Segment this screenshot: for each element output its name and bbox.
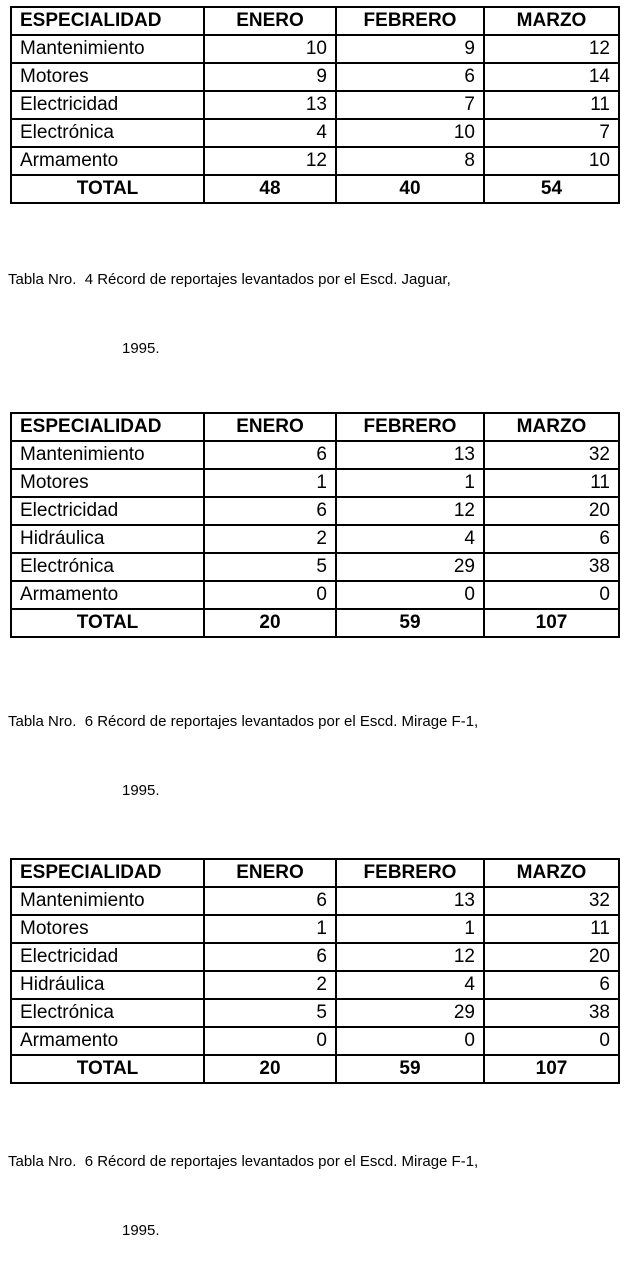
column-header-especialidad: ESPECIALIDAD xyxy=(11,413,204,441)
total-cell: 20 xyxy=(204,1055,336,1083)
value-cell: 9 xyxy=(336,35,484,63)
value-cell: 6 xyxy=(484,525,619,553)
value-cell: 1 xyxy=(336,915,484,943)
column-header-febrero: FEBRERO xyxy=(336,859,484,887)
value-cell: 20 xyxy=(484,943,619,971)
row-label: Mantenimiento xyxy=(11,441,204,469)
table-row xyxy=(11,1027,619,1055)
value-cell: 0 xyxy=(336,581,484,609)
row-label: Electrónica xyxy=(11,999,204,1027)
value-cell: 6 xyxy=(484,971,619,999)
value-cell: 2 xyxy=(204,525,336,553)
value-cell: 4 xyxy=(204,119,336,147)
value-cell: 13 xyxy=(336,887,484,915)
caption-line-1: Tabla Nro. 6 Récord de reportajes levantados por el Escd. Mirage F-1, xyxy=(8,713,479,730)
total-label: TOTAL xyxy=(11,609,204,637)
value-cell: 1 xyxy=(204,915,336,943)
tabla-mirage-2 xyxy=(10,858,620,1084)
value-cell: 6 xyxy=(336,63,484,91)
row-label: Motores xyxy=(11,915,204,943)
table-row xyxy=(11,887,619,915)
caption-line-2: 1995. xyxy=(122,340,160,357)
table-caption-mirage-2 xyxy=(8,1104,618,1288)
value-cell: 1 xyxy=(336,469,484,497)
value-cell: 0 xyxy=(204,1027,336,1055)
table-row xyxy=(11,999,619,1027)
table-row xyxy=(11,35,619,63)
value-cell: 32 xyxy=(484,441,619,469)
row-label: Armamento xyxy=(11,581,204,609)
row-label: Armamento xyxy=(11,1027,204,1055)
caption-line-2: 1995. xyxy=(122,1222,160,1239)
value-cell: 8 xyxy=(336,147,484,175)
table-caption-mirage-1 xyxy=(8,664,618,848)
value-cell: 0 xyxy=(484,1027,619,1055)
total-cell: 40 xyxy=(336,175,484,203)
value-cell: 29 xyxy=(336,999,484,1027)
value-cell: 12 xyxy=(336,943,484,971)
row-label: Armamento xyxy=(11,147,204,175)
column-header-marzo: MARZO xyxy=(484,413,619,441)
value-cell: 6 xyxy=(204,943,336,971)
value-cell: 10 xyxy=(484,147,619,175)
value-cell: 4 xyxy=(336,525,484,553)
row-label: Electricidad xyxy=(11,497,204,525)
table-row xyxy=(11,91,619,119)
caption-line-1: Tabla Nro. 4 Récord de reportajes levantados por el Escd. Jaguar, xyxy=(8,271,451,288)
row-label: Mantenimiento xyxy=(11,35,204,63)
total-cell: 107 xyxy=(484,1055,619,1083)
table-row xyxy=(11,147,619,175)
value-cell: 10 xyxy=(204,35,336,63)
table-row xyxy=(11,971,619,999)
value-cell: 20 xyxy=(484,497,619,525)
value-cell: 5 xyxy=(204,999,336,1027)
value-cell: 6 xyxy=(204,887,336,915)
table-caption-jaguar xyxy=(8,222,618,406)
value-cell: 7 xyxy=(336,91,484,119)
header-row xyxy=(11,413,619,441)
value-cell: 12 xyxy=(204,147,336,175)
total-cell: 54 xyxy=(484,175,619,203)
value-cell: 29 xyxy=(336,553,484,581)
value-cell: 38 xyxy=(484,553,619,581)
total-row xyxy=(11,1055,619,1083)
total-cell: 59 xyxy=(336,609,484,637)
total-cell: 48 xyxy=(204,175,336,203)
value-cell: 32 xyxy=(484,887,619,915)
row-label: Hidráulica xyxy=(11,525,204,553)
table-row xyxy=(11,63,619,91)
total-cell: 20 xyxy=(204,609,336,637)
table-row xyxy=(11,497,619,525)
value-cell: 12 xyxy=(484,35,619,63)
table-row xyxy=(11,553,619,581)
total-row xyxy=(11,175,619,203)
column-header-enero: ENERO xyxy=(204,413,336,441)
value-cell: 13 xyxy=(336,441,484,469)
value-cell: 13 xyxy=(204,91,336,119)
column-header-especialidad: ESPECIALIDAD xyxy=(11,7,204,35)
tabla-mirage-1 xyxy=(10,412,620,638)
value-cell: 5 xyxy=(204,553,336,581)
row-label: Electricidad xyxy=(11,943,204,971)
value-cell: 12 xyxy=(336,497,484,525)
value-cell: 7 xyxy=(484,119,619,147)
column-header-marzo: MARZO xyxy=(484,7,619,35)
column-header-especialidad: ESPECIALIDAD xyxy=(11,859,204,887)
value-cell: 38 xyxy=(484,999,619,1027)
column-header-febrero: FEBRERO xyxy=(336,7,484,35)
column-header-febrero: FEBRERO xyxy=(336,413,484,441)
value-cell: 0 xyxy=(204,581,336,609)
total-label: TOTAL xyxy=(11,175,204,203)
total-label: TOTAL xyxy=(11,1055,204,1083)
value-cell: 10 xyxy=(336,119,484,147)
value-cell: 0 xyxy=(484,581,619,609)
row-label: Motores xyxy=(11,469,204,497)
table-row xyxy=(11,525,619,553)
table-row xyxy=(11,915,619,943)
row-label: Electrónica xyxy=(11,553,204,581)
value-cell: 14 xyxy=(484,63,619,91)
header-row xyxy=(11,859,619,887)
value-cell: 6 xyxy=(204,497,336,525)
row-label: Mantenimiento xyxy=(11,887,204,915)
row-label: Electrónica xyxy=(11,119,204,147)
value-cell: 0 xyxy=(336,1027,484,1055)
caption-line-2: 1995. xyxy=(122,782,160,799)
header-row xyxy=(11,7,619,35)
total-cell: 107 xyxy=(484,609,619,637)
value-cell: 11 xyxy=(484,469,619,497)
table-row xyxy=(11,119,619,147)
value-cell: 11 xyxy=(484,91,619,119)
column-header-enero: ENERO xyxy=(204,859,336,887)
column-header-enero: ENERO xyxy=(204,7,336,35)
row-label: Motores xyxy=(11,63,204,91)
table-row xyxy=(11,441,619,469)
row-label: Electricidad xyxy=(11,91,204,119)
caption-line-1: Tabla Nro. 6 Récord de reportajes levantados por el Escd. Mirage F-1, xyxy=(8,1153,479,1170)
value-cell: 2 xyxy=(204,971,336,999)
value-cell: 9 xyxy=(204,63,336,91)
value-cell: 1 xyxy=(204,469,336,497)
table-row xyxy=(11,469,619,497)
total-cell: 59 xyxy=(336,1055,484,1083)
column-header-marzo: MARZO xyxy=(484,859,619,887)
row-label: Hidráulica xyxy=(11,971,204,999)
value-cell: 6 xyxy=(204,441,336,469)
total-row xyxy=(11,609,619,637)
tabla-jaguar xyxy=(10,6,620,204)
table-row xyxy=(11,581,619,609)
value-cell: 4 xyxy=(336,971,484,999)
table-row xyxy=(11,943,619,971)
value-cell: 11 xyxy=(484,915,619,943)
